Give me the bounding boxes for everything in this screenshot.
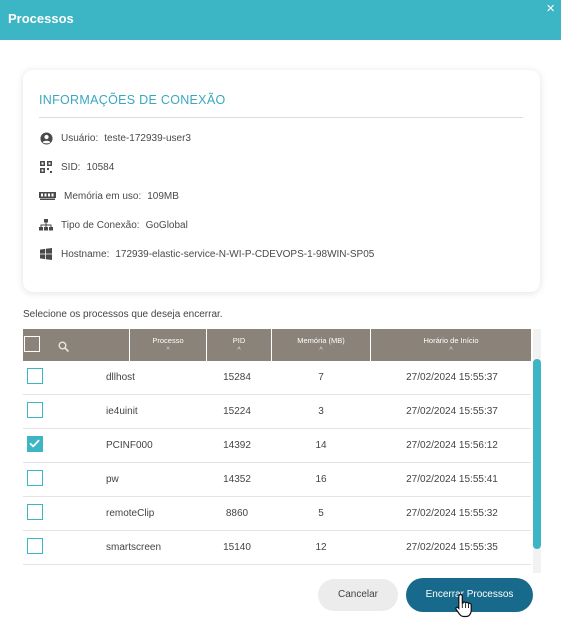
memory-icon bbox=[39, 189, 56, 203]
connection-info-heading: INFORMAÇÕES DE CONEXÃO bbox=[39, 93, 226, 107]
hand-cursor-icon bbox=[454, 593, 474, 624]
table-row[interactable] bbox=[23, 395, 531, 429]
process-start-time: 27/02/2024 15:55:32 bbox=[406, 508, 498, 519]
sort-caret-icon: ^ bbox=[319, 347, 323, 354]
windows-icon bbox=[39, 247, 53, 261]
table-row[interactable] bbox=[23, 361, 531, 395]
process-start-time: 27/02/2024 15:55:37 bbox=[406, 372, 498, 383]
network-icon bbox=[39, 218, 53, 232]
info-value: 172939-elastic-service-N-WI-P-CDEVOPS-1-98WIN-SP05 bbox=[115, 248, 375, 260]
divider bbox=[39, 117, 523, 118]
connection-info-card bbox=[23, 70, 540, 292]
process-start-time: 27/02/2024 15:55:35 bbox=[406, 542, 498, 553]
info-value: GoGlobal bbox=[145, 219, 188, 231]
info-row-user bbox=[39, 130, 191, 146]
row-checkbox[interactable] bbox=[27, 538, 43, 554]
column-header-memory[interactable] bbox=[271, 329, 370, 361]
process-name: dllhost bbox=[106, 372, 135, 383]
process-memory: 16 bbox=[315, 474, 327, 485]
process-table bbox=[23, 329, 541, 573]
user-icon bbox=[39, 131, 53, 145]
table-row[interactable] bbox=[23, 429, 531, 463]
cancel-button[interactable]: Cancelar bbox=[318, 579, 398, 611]
process-pid: 8860 bbox=[225, 508, 249, 519]
info-value: 10584 bbox=[86, 161, 115, 173]
info-row-hostname bbox=[39, 246, 374, 262]
process-memory: 7 bbox=[318, 372, 324, 383]
process-name: pw bbox=[106, 474, 119, 485]
process-pid: 14392 bbox=[223, 440, 251, 451]
window-title: Processos bbox=[8, 11, 74, 26]
info-value: teste-172939-user3 bbox=[104, 132, 191, 144]
sort-caret-icon: ^ bbox=[166, 347, 170, 354]
row-checkbox[interactable] bbox=[27, 436, 43, 452]
process-name: smartscreen bbox=[106, 542, 162, 553]
table-header bbox=[23, 329, 531, 361]
checkmark-icon bbox=[28, 437, 41, 450]
process-memory: 12 bbox=[315, 542, 327, 553]
table-row[interactable] bbox=[23, 497, 531, 531]
info-value: 109MB bbox=[147, 190, 179, 202]
sid-icon bbox=[39, 160, 53, 174]
info-label: Memória em uso: bbox=[64, 190, 142, 202]
info-label: SID: bbox=[61, 161, 81, 173]
info-row-memory bbox=[39, 188, 179, 204]
sort-caret-icon: ^ bbox=[237, 347, 241, 354]
row-checkbox[interactable] bbox=[27, 368, 43, 384]
process-pid: 15224 bbox=[223, 406, 251, 417]
selection-instruction: Selecione os processos que deseja encerrar. bbox=[23, 309, 223, 320]
sort-caret-icon: ^ bbox=[449, 347, 453, 354]
info-row-sid bbox=[39, 159, 114, 175]
column-title: PID bbox=[232, 336, 246, 345]
info-label: Hostname: bbox=[61, 248, 110, 260]
table-row[interactable] bbox=[23, 531, 531, 565]
column-header-pid[interactable] bbox=[206, 329, 271, 361]
select-all-checkbox[interactable] bbox=[24, 336, 40, 352]
process-start-time: 27/02/2024 15:55:37 bbox=[406, 406, 498, 417]
table-row[interactable] bbox=[23, 463, 531, 497]
process-memory: 5 bbox=[318, 508, 324, 519]
info-label: Usuário: bbox=[61, 132, 99, 144]
info-label: Tipo de Conexão: bbox=[61, 219, 140, 231]
process-pid: 15284 bbox=[223, 372, 251, 383]
scrollbar-thumb[interactable] bbox=[533, 359, 541, 549]
process-pid: 15140 bbox=[223, 542, 251, 553]
process-start-time: 27/02/2024 15:55:41 bbox=[406, 474, 498, 485]
end-processes-button[interactable]: Encerrar Processos bbox=[406, 578, 533, 612]
row-checkbox[interactable] bbox=[27, 504, 43, 520]
row-checkbox[interactable] bbox=[27, 470, 43, 486]
column-header-process[interactable] bbox=[129, 329, 206, 361]
process-start-time: 27/02/2024 15:56:12 bbox=[406, 440, 498, 451]
process-name: ie4uinit bbox=[106, 406, 138, 417]
info-row-connection-type bbox=[39, 217, 188, 233]
column-title: Memória (MB) bbox=[297, 336, 345, 345]
column-title: Processo bbox=[152, 336, 184, 345]
process-memory: 14 bbox=[315, 440, 327, 451]
column-header-start-time[interactable] bbox=[370, 329, 531, 361]
close-icon[interactable]: × bbox=[546, 0, 555, 17]
search-icon[interactable] bbox=[58, 339, 69, 357]
process-name: PCINF000 bbox=[106, 440, 153, 451]
column-title: Horário de Início bbox=[423, 336, 479, 345]
process-name: remoteClip bbox=[106, 508, 155, 519]
process-pid: 14352 bbox=[223, 474, 251, 485]
process-memory: 3 bbox=[318, 406, 324, 417]
title-bar bbox=[0, 0, 561, 40]
row-checkbox[interactable] bbox=[27, 402, 43, 418]
